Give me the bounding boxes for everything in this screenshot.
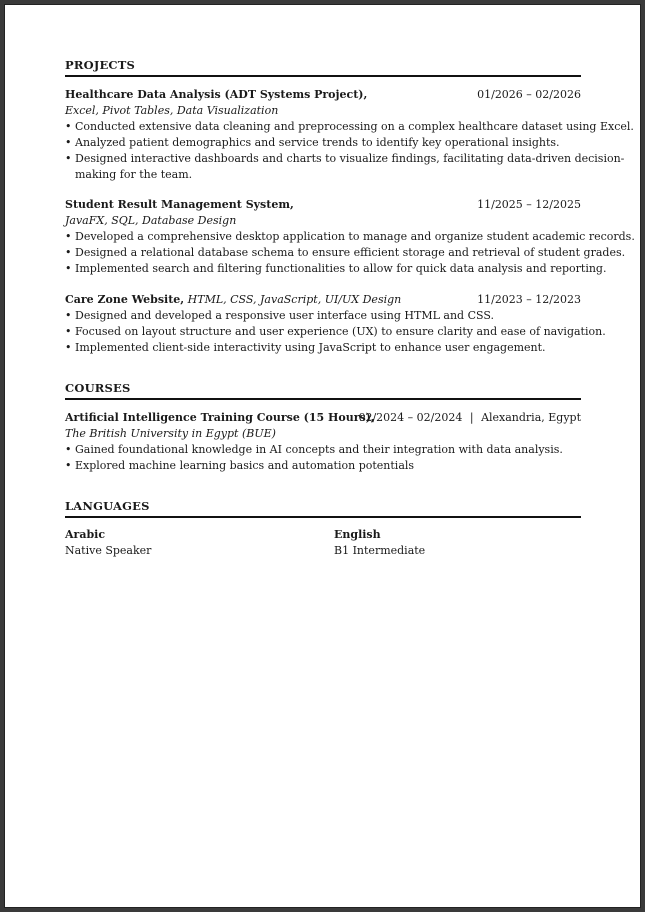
course-bullet: • Gained foundational knowledge in AI concepts and their integration with data analysis. [65,442,591,458]
course-dates: 02/2024 – 02/2024 [358,411,463,424]
project-bullet: • Analyzed patient demographics and service trends to identify key operational insights. [65,135,591,151]
project-title: Student Result Management System, [65,198,294,211]
project-bullet-continuation: making for the team. [75,168,193,181]
language-level: B1 Intermediate [334,544,426,557]
language-item [334,527,425,559]
course-title: Artificial Intelligence Training Course (15 Hours), [65,411,375,424]
language-name: Arabic [65,528,106,541]
project-tech: Excel, Pivot Tables, Data Visualization [65,104,279,117]
language-level: Native Speaker [65,544,152,557]
project-header [65,292,581,308]
section-rule [65,75,581,77]
language-name: English [334,528,381,541]
course-separator: | [469,411,474,424]
project-bullet: • Designed interactive dashboards and charts to visualize findings, facilitating data-driven decision- [65,151,591,167]
project-dates: 01/2026 – 02/2026 [477,88,581,101]
project-header [65,197,581,213]
project-bullet: • Focused on layout structure and user experience (UX) to ensure clarity and ease of navigation. [65,324,591,340]
resume-page [4,4,641,908]
project-dates: 11/2025 – 12/2025 [477,198,581,211]
section-title-projects: PROJECTS [65,58,136,72]
course-location: Alexandria, Egypt [481,411,581,424]
project-title: Healthcare Data Analysis (ADT Systems Project), [65,88,368,101]
project-dates: 11/2023 – 12/2023 [477,293,581,306]
project-bullet: • Designed a relational database schema to ensure efficient storage and retrieval of student grades. [65,245,591,261]
course-bullet: • Explored machine learning basics and automation potentials [65,458,591,474]
project-tech: HTML, CSS, JavaScript, UI/UX Design [187,293,402,306]
project-bullet: • Implemented client-side interactivity using JavaScript to enhance user engagement. [65,340,591,356]
section-title-languages: LANGUAGES [65,499,150,513]
project-header [65,87,581,103]
project-bullet: • Designed and developed a responsive user interface using HTML and CSS. [65,308,591,324]
course-meta [358,410,581,426]
section-title-courses: COURSES [65,381,131,395]
section-rule [65,516,581,518]
project-bullet: • Conducted extensive data cleaning and preprocessing on a complex healthcare dataset using Excel. [65,119,591,135]
language-item [65,527,151,559]
project-bullet: • Implemented search and filtering functionalities to allow for quick data analysis and reporting. [65,261,591,277]
section-rule [65,398,581,400]
course-institution: The British University in Egypt (BUE) [65,427,276,440]
project-tech: JavaFX, SQL, Database Design [65,214,237,227]
course-header [65,410,581,426]
project-bullet: • Developed a comprehensive desktop application to manage and organize student academic records. [65,229,591,245]
project-title: Care Zone Website, [65,293,185,306]
